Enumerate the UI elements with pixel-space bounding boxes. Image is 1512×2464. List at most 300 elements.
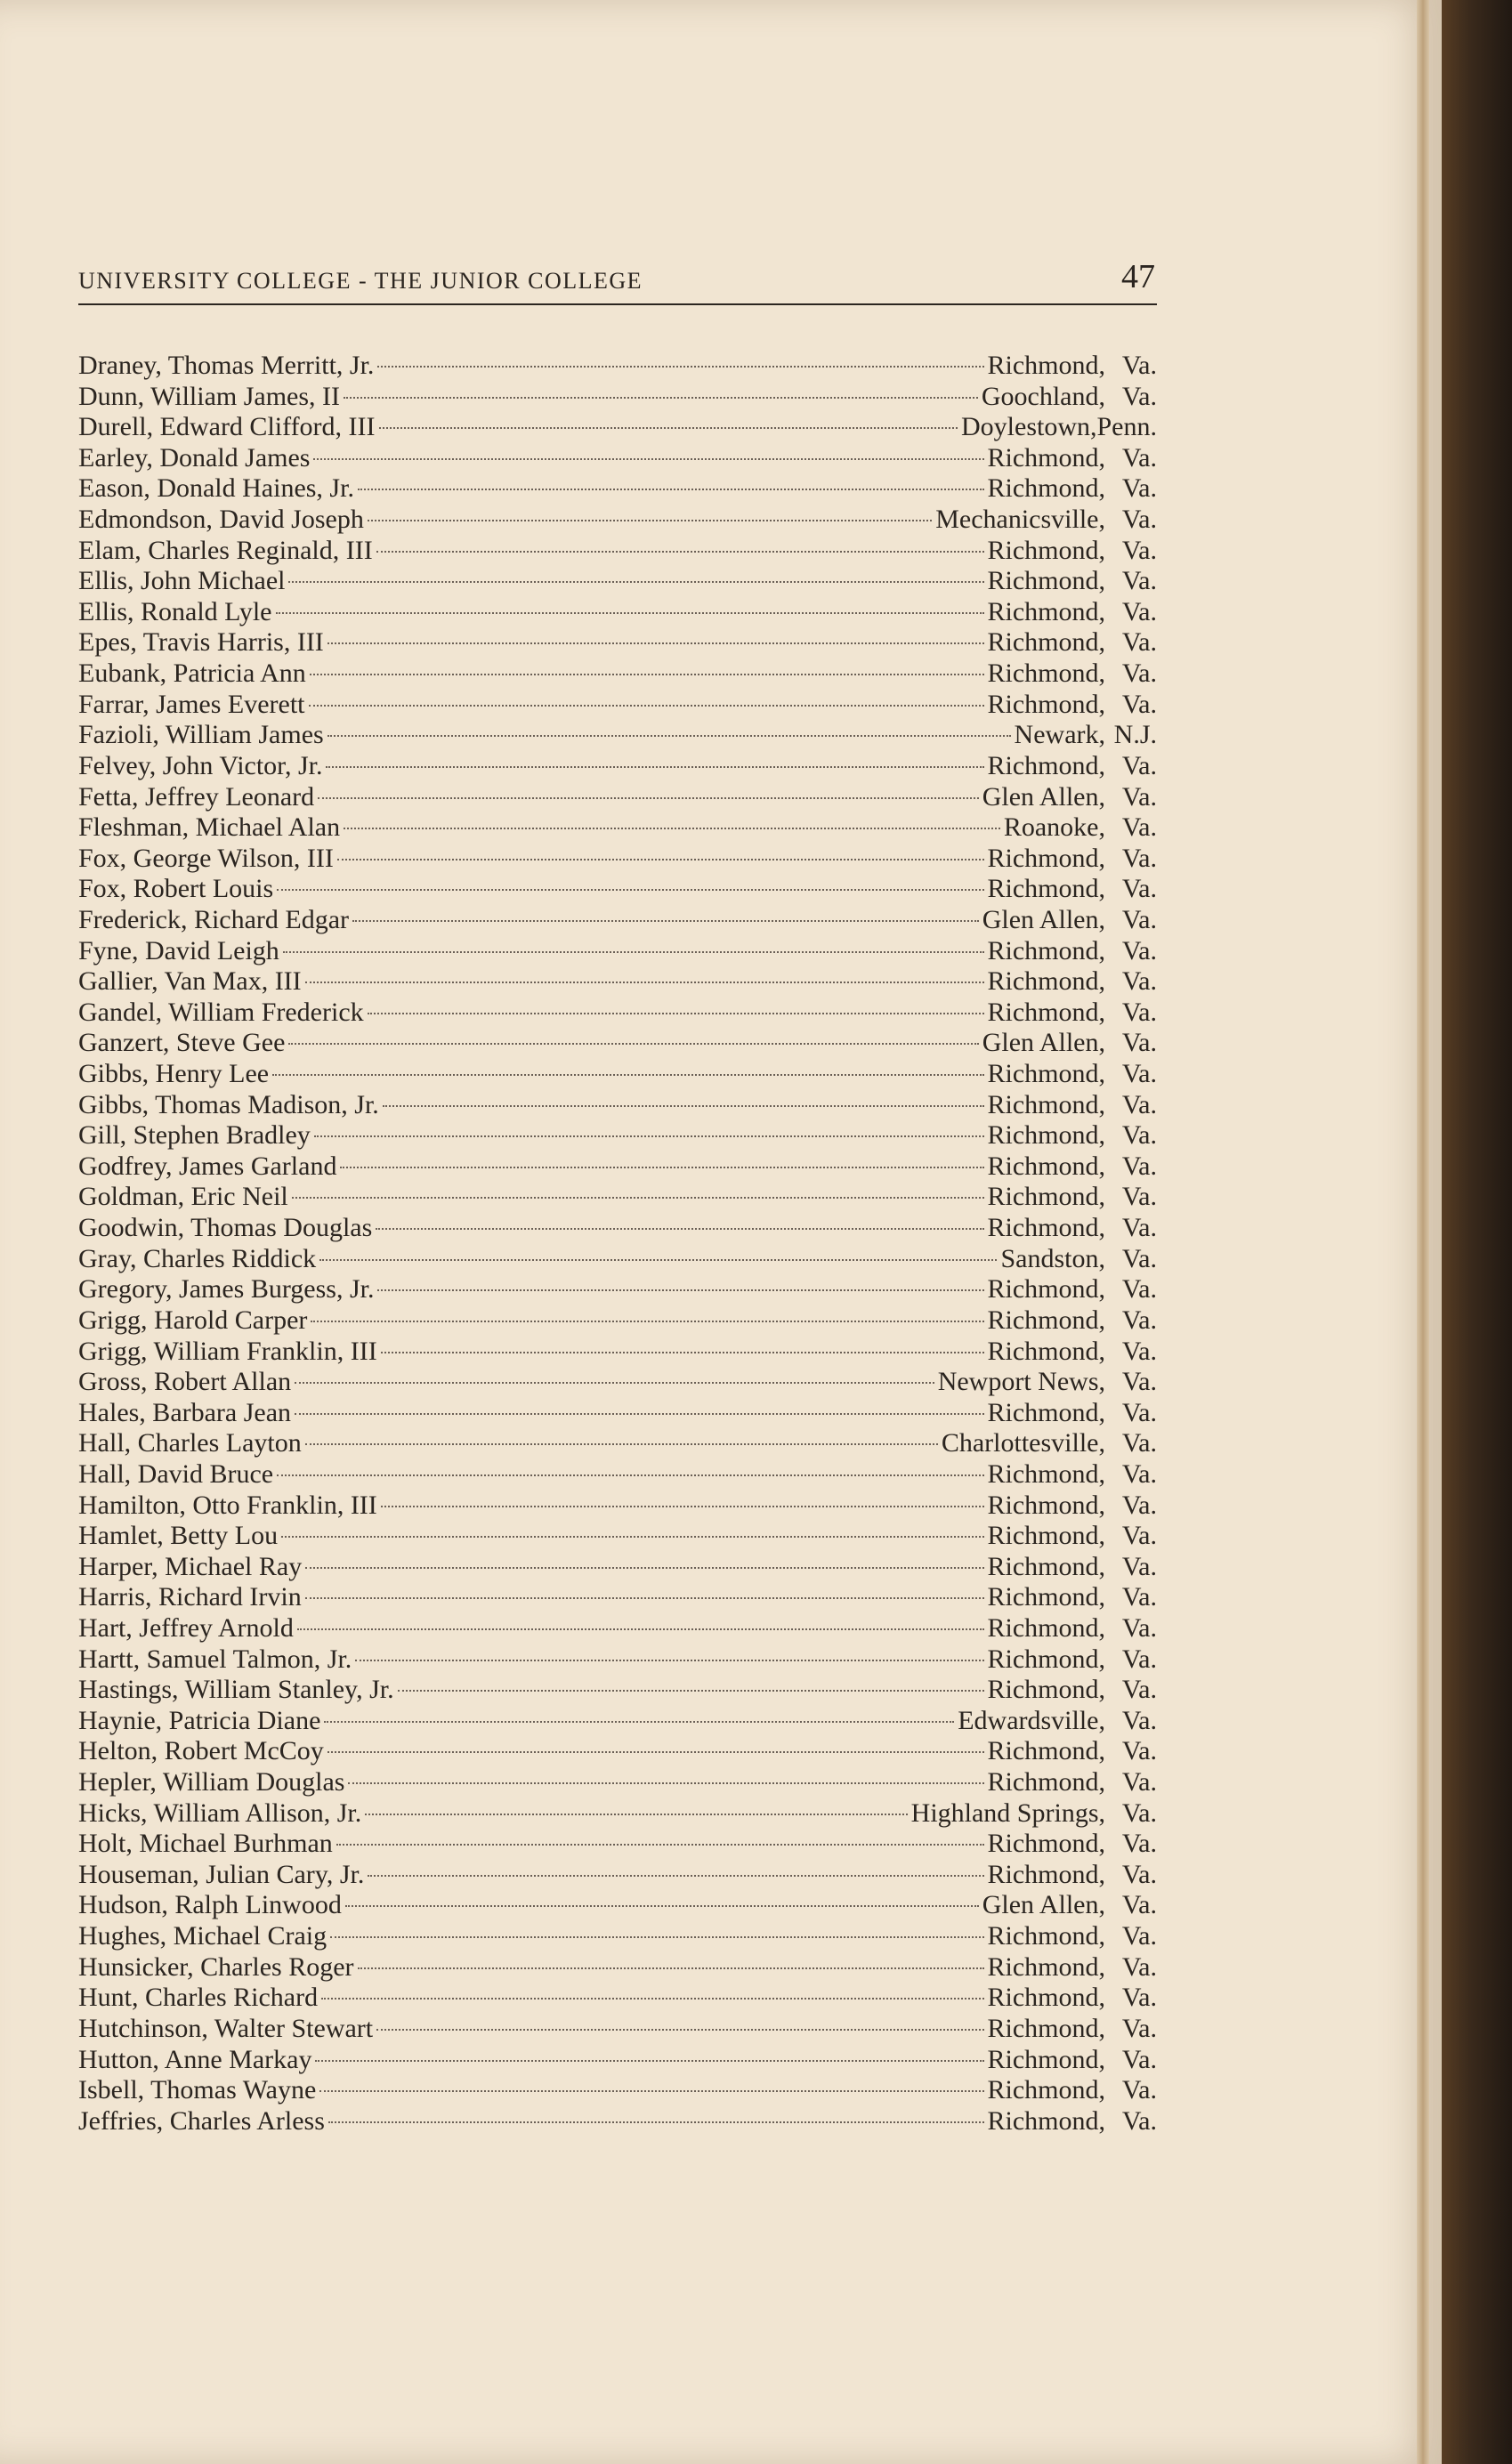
student-name: Hepler, William Douglas <box>78 1767 345 1798</box>
page-edge <box>1417 0 1429 2464</box>
hometown-state: Va. <box>1121 1890 1157 1920</box>
hometown-state: Va. <box>1121 2075 1157 2105</box>
list-item <box>78 1398 1157 1429</box>
hometown-state: Va. <box>1121 750 1157 780</box>
dot-leader <box>319 1259 997 1261</box>
separator: , <box>1098 1213 1105 1243</box>
hometown-state: Va. <box>1121 1612 1157 1643</box>
hometown-city: Richmond <box>987 1089 1099 1119</box>
list-item <box>78 1028 1157 1059</box>
hometown-city: Richmond <box>987 874 1099 904</box>
hometown-city: Richmond <box>987 1458 1099 1489</box>
hometown-city: Highland Springs <box>910 1798 1099 1828</box>
hometown-city: Richmond <box>987 1859 1099 1889</box>
dot-leader <box>344 397 978 399</box>
student-name: Haynie, Patricia Diane <box>78 1705 321 1735</box>
hometown-city: Richmond <box>987 1151 1099 1181</box>
hometown-city: Richmond <box>987 1213 1099 1243</box>
student-name: Hastings, William Stanley, Jr. <box>78 1675 394 1705</box>
separator: , <box>1098 1182 1105 1212</box>
dot-leader <box>376 2029 983 2031</box>
hometown-state: Va. <box>1121 1458 1157 1489</box>
separator: , <box>1098 966 1105 997</box>
list-item <box>78 1921 1157 1952</box>
list-item <box>78 627 1157 658</box>
list-item <box>78 473 1157 505</box>
hometown-state: Va. <box>1121 1644 1157 1674</box>
hometown-city: Richmond <box>987 1120 1099 1151</box>
dot-leader <box>358 1967 984 1969</box>
hometown-city: Mechanicsville <box>935 505 1099 535</box>
separator: , <box>1098 2013 1105 2043</box>
list-item <box>78 966 1157 998</box>
dot-leader <box>310 674 984 675</box>
hometown-city: Goochland <box>981 381 1099 411</box>
dot-leader <box>288 581 983 583</box>
dot-leader <box>348 1782 983 1784</box>
student-name: Elam, Charles Reginald, III <box>78 535 373 565</box>
hometown-state: Va. <box>1121 442 1157 473</box>
separator: , <box>1098 2075 1105 2105</box>
dot-leader <box>327 1751 984 1753</box>
hometown-city: Charlottesville <box>941 1428 1099 1458</box>
student-name: Eubank, Patricia Ann <box>78 658 306 689</box>
list-item <box>78 412 1157 443</box>
hometown-city: Richmond <box>987 1675 1099 1705</box>
dot-leader <box>311 1321 983 1322</box>
separator: , <box>1098 381 1105 411</box>
hometown-state: Va. <box>1121 2044 1157 2074</box>
hometown-city: Richmond <box>987 473 1099 504</box>
separator: , <box>1098 1028 1105 1058</box>
hometown-city: Richmond <box>987 750 1099 780</box>
student-name: Houseman, Julian Cary, Jr. <box>78 1859 365 1889</box>
dot-leader <box>305 1597 984 1599</box>
dot-leader <box>305 1443 938 1445</box>
hometown-city: Glen Allen <box>982 781 1099 812</box>
list-item <box>78 351 1157 382</box>
student-name: Hutchinson, Walter Stewart <box>78 2013 374 2043</box>
student-name: Gill, Stephen Bradley <box>78 1120 311 1151</box>
hometown-city: Richmond <box>987 935 1099 965</box>
list-item <box>78 1120 1157 1151</box>
hometown-city: Richmond <box>987 535 1099 565</box>
dot-leader <box>381 1506 984 1507</box>
hometown-state: Va. <box>1121 381 1157 411</box>
student-name: Gregory, James Burgess, Jr. <box>78 1274 375 1305</box>
dot-leader <box>328 2121 984 2123</box>
list-item <box>78 874 1157 905</box>
list-item <box>78 658 1157 690</box>
separator: , <box>1098 1644 1105 1674</box>
student-name: Fleshman, Michael Alan <box>78 812 341 843</box>
separator: , <box>1098 1243 1105 1273</box>
separator: , <box>1098 2105 1105 2136</box>
dot-leader <box>281 1536 983 1538</box>
student-name: Ellis, John Michael <box>78 566 286 596</box>
student-name: Harper, Michael Ray <box>78 1551 303 1581</box>
hometown-state: Va. <box>1121 1551 1157 1581</box>
hometown-city: Richmond <box>987 1305 1099 1335</box>
list-item <box>78 1675 1157 1706</box>
hometown-city: Richmond <box>987 843 1099 873</box>
hometown-state: Va. <box>1121 1859 1157 1889</box>
student-name: Gibbs, Thomas Madison, Jr. <box>78 1089 379 1119</box>
separator: , <box>1098 750 1105 780</box>
hometown-state: Va. <box>1121 935 1157 965</box>
separator: , <box>1098 1089 1105 1119</box>
hometown-state: Va. <box>1121 1028 1157 1058</box>
student-name: Hunt, Charles Richard <box>78 1983 319 2013</box>
list-item <box>78 998 1157 1029</box>
student-name: Eason, Donald Haines, Jr. <box>78 473 354 504</box>
hometown-city: Richmond <box>987 1767 1099 1798</box>
dot-leader <box>383 1105 984 1107</box>
student-name: Goodwin, Thomas Douglas <box>78 1213 373 1243</box>
student-name: Frederick, Richard Edgar <box>78 904 350 934</box>
separator: , <box>1098 505 1105 535</box>
hometown-state: Va. <box>1121 1151 1157 1181</box>
dot-leader <box>377 1289 983 1291</box>
hometown-city: Richmond <box>987 2105 1099 2136</box>
hometown-state: Va. <box>1121 1921 1157 1951</box>
student-name: Fetta, Jeffrey Leonard <box>78 781 315 812</box>
dot-leader <box>377 366 983 368</box>
dot-leader <box>295 1382 934 1384</box>
hometown-state: Penn. <box>1096 412 1157 442</box>
hometown-city: Richmond <box>987 1521 1099 1551</box>
hometown-state: Va. <box>1121 1336 1157 1366</box>
hometown-city: Richmond <box>987 1336 1099 1366</box>
list-item <box>78 1244 1157 1275</box>
list-item <box>78 1706 1157 1737</box>
dot-leader <box>327 642 984 644</box>
list-item <box>78 2014 1157 2045</box>
separator: , <box>1098 1582 1105 1612</box>
separator: , <box>1098 1951 1105 1982</box>
hometown-city: Richmond <box>987 1182 1099 1212</box>
hometown-state: Va. <box>1121 689 1157 719</box>
student-name: Felvey, John Victor, Jr. <box>78 750 323 780</box>
separator: , <box>1098 812 1105 843</box>
student-name: Hicks, William Allison, Jr. <box>78 1798 362 1828</box>
hometown-city: Doylestown <box>961 412 1090 442</box>
hometown-city: Richmond <box>987 351 1099 380</box>
list-item <box>78 1059 1157 1090</box>
list-item <box>78 1552 1157 1583</box>
dot-leader <box>309 705 984 707</box>
hometown-city: Roanoke <box>1003 812 1099 843</box>
list-item <box>78 1274 1157 1305</box>
student-name: Hall, David Bruce <box>78 1458 274 1489</box>
hometown-state: Va. <box>1121 1521 1157 1551</box>
student-name: Hutton, Anne Markay <box>78 2044 312 2074</box>
hometown-state: Va. <box>1121 658 1157 689</box>
separator: , <box>1098 781 1105 812</box>
hometown-state: Va. <box>1121 1675 1157 1705</box>
hometown-state: Va. <box>1121 351 1157 380</box>
list-item <box>78 936 1157 967</box>
separator: , <box>1098 535 1105 565</box>
hometown-state: Va. <box>1121 904 1157 934</box>
hometown-state: Va. <box>1121 2013 1157 2043</box>
list-item <box>78 505 1157 536</box>
list-item <box>78 1305 1157 1337</box>
dot-leader <box>321 1998 983 1999</box>
separator: , <box>1098 1612 1105 1643</box>
hometown-city: Richmond <box>987 566 1099 596</box>
separator: , <box>1098 2044 1105 2074</box>
list-item <box>78 1767 1157 1798</box>
student-name: Fox, George Wilson, III <box>78 843 334 873</box>
separator: , <box>1098 1736 1105 1766</box>
separator: , <box>1098 351 1105 380</box>
hometown-state: Va. <box>1121 1397 1157 1427</box>
separator: , <box>1098 1829 1105 1859</box>
separator: , <box>1098 997 1105 1027</box>
hometown-city: Richmond <box>987 1582 1099 1612</box>
hometown-city: Richmond <box>987 627 1099 658</box>
hometown-city: Sandston <box>1000 1243 1099 1273</box>
hometown-state: Va. <box>1121 1767 1157 1798</box>
student-name: Ellis, Ronald Lyle <box>78 596 272 626</box>
dot-leader <box>355 1660 983 1661</box>
student-name: Hales, Barbara Jean <box>78 1397 292 1427</box>
dot-leader <box>326 766 983 768</box>
list-item <box>78 2075 1157 2106</box>
hometown-city: Richmond <box>987 689 1099 719</box>
dot-leader <box>272 1074 983 1076</box>
hometown-state: Va. <box>1121 1983 1157 2013</box>
student-name: Hart, Jeffrey Arnold <box>78 1612 294 1643</box>
dot-leader <box>313 458 983 460</box>
hometown-city: Richmond <box>987 2013 1099 2043</box>
list-item <box>78 690 1157 721</box>
hometown-state: Va. <box>1121 1705 1157 1735</box>
separator: , <box>1098 1336 1105 1366</box>
hometown-city: Richmond <box>987 1951 1099 1982</box>
list-item <box>78 1860 1157 1891</box>
student-name: Hughes, Michael Craig <box>78 1921 327 1951</box>
hometown-city: Richmond <box>987 442 1099 473</box>
dot-leader <box>314 1135 984 1137</box>
hometown-city: Richmond <box>987 1612 1099 1643</box>
running-head: UNIVERSITY COLLEGE - THE JUNIOR COLLEGE <box>78 268 643 294</box>
separator: , <box>1098 1120 1105 1151</box>
student-name: Gray, Charles Riddick <box>78 1243 317 1273</box>
separator: , <box>1098 904 1105 934</box>
dot-leader <box>330 1936 983 1938</box>
hometown-state: Va. <box>1121 473 1157 504</box>
student-name: Gross, Robert Allan <box>78 1367 292 1397</box>
hometown-state: Va. <box>1121 812 1157 843</box>
hometown-state: Va. <box>1121 1798 1157 1828</box>
list-item <box>78 905 1157 936</box>
hometown-city: Richmond <box>987 1644 1099 1674</box>
hometown-state: Va. <box>1121 2105 1157 2136</box>
dot-leader <box>277 1474 983 1476</box>
dot-leader <box>376 551 984 553</box>
dot-leader <box>324 1721 954 1723</box>
hometown-state: Va. <box>1121 1120 1157 1151</box>
hometown-city: Richmond <box>987 2044 1099 2074</box>
dot-leader <box>336 1844 984 1846</box>
dot-leader <box>365 1814 907 1815</box>
separator: , <box>1098 1921 1105 1951</box>
list-item <box>78 1829 1157 1860</box>
hometown-state: Va. <box>1121 1089 1157 1119</box>
hometown-city: Newport News <box>937 1367 1099 1397</box>
separator: , <box>1098 1428 1105 1458</box>
list-item <box>78 443 1157 474</box>
list-item <box>78 1428 1157 1459</box>
dot-leader <box>398 1690 984 1692</box>
student-name: Helton, Robert McCoy <box>78 1736 324 1766</box>
hometown-state: Va. <box>1121 566 1157 596</box>
hometown-state: Va. <box>1121 1305 1157 1335</box>
list-item <box>78 1367 1157 1398</box>
hometown-state: Va. <box>1121 1951 1157 1982</box>
list-item <box>78 1582 1157 1613</box>
list-item <box>78 2045 1157 2076</box>
hometown-state: Va. <box>1121 1367 1157 1397</box>
list-item <box>78 1182 1157 1213</box>
hometown-state: N.J. <box>1113 720 1157 750</box>
student-name: Hudson, Ralph Linwood <box>78 1890 342 1920</box>
list-item <box>78 782 1157 813</box>
hometown-city: Richmond <box>987 1736 1099 1766</box>
separator: , <box>1098 1274 1105 1305</box>
list-item <box>78 1613 1157 1644</box>
separator: , <box>1098 1367 1105 1397</box>
list-item <box>78 566 1157 597</box>
separator: , <box>1098 473 1105 504</box>
student-name: Farrar, James Everett <box>78 689 305 719</box>
hometown-city: Richmond <box>987 1490 1099 1520</box>
separator: , <box>1098 566 1105 596</box>
separator: , <box>1098 1397 1105 1427</box>
separator: , <box>1098 442 1105 473</box>
student-name: Isbell, Thomas Wayne <box>78 2075 317 2105</box>
dot-leader <box>345 1905 979 1907</box>
list-item <box>78 1151 1157 1183</box>
student-name: Edmondson, David Joseph <box>78 505 364 535</box>
hometown-state: Va. <box>1121 505 1157 535</box>
separator: , <box>1098 627 1105 658</box>
list-item <box>78 1890 1157 1921</box>
hometown-state: Va. <box>1121 874 1157 904</box>
hometown-city: Richmond <box>987 1829 1099 1859</box>
page-number: 47 <box>1121 258 1155 295</box>
hometown-city: Richmond <box>987 596 1099 626</box>
separator: , <box>1098 1305 1105 1335</box>
student-name: Holt, Michael Burhman <box>78 1829 333 1859</box>
student-name: Jeffries, Charles Arless <box>78 2105 325 2136</box>
student-name: Gibbs, Henry Lee <box>78 1059 270 1089</box>
dot-leader <box>276 612 984 614</box>
hometown-city: Richmond <box>987 1921 1099 1951</box>
hometown-state: Va. <box>1121 1243 1157 1273</box>
separator: , <box>1090 412 1097 442</box>
hometown-city: Glen Allen <box>982 1890 1099 1920</box>
student-name: Grigg, William Franklin, III <box>78 1336 377 1366</box>
student-name: Gandel, William Frederick <box>78 997 364 1027</box>
hometown-state: Va. <box>1121 1274 1157 1305</box>
dot-leader <box>283 951 984 953</box>
list-item <box>78 1213 1157 1244</box>
hometown-state: Va. <box>1121 1490 1157 1520</box>
hometown-city: Glen Allen <box>982 904 1099 934</box>
dot-leader <box>352 920 979 922</box>
hometown-city: Richmond <box>987 1551 1099 1581</box>
hometown-state: Va. <box>1121 1182 1157 1212</box>
dot-leader <box>344 828 1000 829</box>
hometown-city: Richmond <box>987 997 1099 1027</box>
hometown-city: Edwardsville <box>958 1705 1099 1735</box>
separator: , <box>1098 1521 1105 1551</box>
list-item <box>78 1337 1157 1368</box>
dot-leader <box>288 1043 978 1045</box>
separator: , <box>1098 843 1105 873</box>
student-name: Draney, Thomas Merritt, Jr. <box>78 351 375 380</box>
list-item <box>78 1459 1157 1491</box>
separator: , <box>1098 1490 1105 1520</box>
list-item <box>78 1090 1157 1121</box>
list-item <box>78 536 1157 567</box>
separator: , <box>1098 1798 1105 1828</box>
hometown-state: Va. <box>1121 535 1157 565</box>
hometown-city: Richmond <box>987 658 1099 689</box>
dot-leader <box>327 735 1011 737</box>
separator: , <box>1098 658 1105 689</box>
hometown-state: Va. <box>1121 627 1157 658</box>
student-name: Fox, Robert Louis <box>78 874 274 904</box>
list-item <box>78 751 1157 782</box>
header-rule <box>78 303 1157 305</box>
hometown-state: Va. <box>1121 1736 1157 1766</box>
list-item <box>78 720 1157 751</box>
separator: , <box>1098 874 1105 904</box>
student-name: Gallier, Van Max, III <box>78 966 302 997</box>
list-item <box>78 1644 1157 1676</box>
dot-leader <box>379 427 958 429</box>
student-name: Fyne, David Leigh <box>78 935 279 965</box>
dot-leader <box>295 1413 983 1415</box>
hometown-city: Richmond <box>987 1274 1099 1305</box>
student-name: Hunsicker, Charles Roger <box>78 1951 354 1982</box>
dot-leader <box>305 1567 983 1569</box>
list-item <box>78 812 1157 844</box>
dot-leader <box>358 489 984 490</box>
student-name: Ganzert, Steve Gee <box>78 1028 286 1058</box>
separator: , <box>1098 1859 1105 1889</box>
hometown-city: Richmond <box>987 1397 1099 1427</box>
list-item <box>78 1736 1157 1767</box>
dot-leader <box>368 520 932 521</box>
dot-leader <box>315 2060 983 2062</box>
hometown-state: Va. <box>1121 966 1157 997</box>
hometown-city: Newark <box>1014 720 1099 750</box>
list-item <box>78 597 1157 628</box>
list-item <box>78 1983 1157 2014</box>
hometown-state: Va. <box>1121 1582 1157 1612</box>
list-item <box>78 1952 1157 1983</box>
dot-leader <box>376 1228 983 1230</box>
student-name: Godfrey, James Garland <box>78 1151 337 1181</box>
student-name: Dunn, William James, II <box>78 381 341 411</box>
dot-leader <box>292 1197 984 1199</box>
dot-leader <box>297 1628 984 1630</box>
